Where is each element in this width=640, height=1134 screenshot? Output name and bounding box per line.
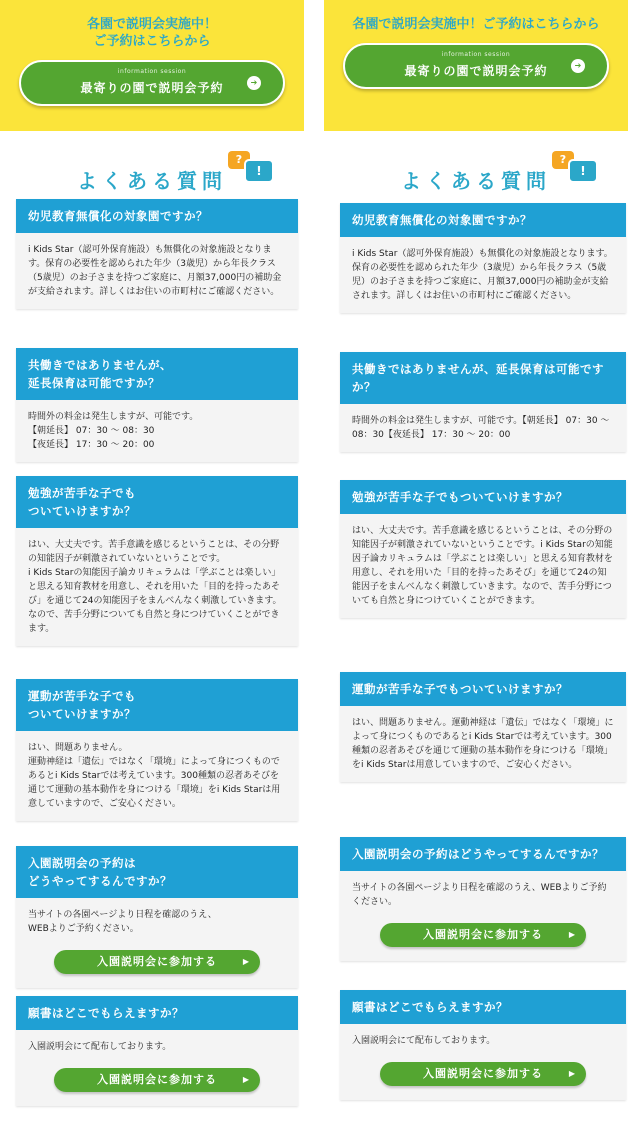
faq-card	[340, 990, 626, 1100]
faq-question: 入園説明会の予約はどうやってするんですか？	[340, 837, 626, 871]
faq-card	[16, 996, 298, 1106]
join-session-button[interactable]	[380, 1062, 586, 1086]
faq-answer: 入園説明会にて配布しております。	[352, 1036, 496, 1046]
question-bubble-icon: ?	[228, 151, 250, 169]
chevron-right-icon: ▶	[568, 930, 576, 939]
join-session-label: 入園説明会に参加する	[423, 928, 543, 941]
speech-bubbles-icon	[550, 151, 606, 191]
cta-subtitle: information session	[117, 68, 187, 75]
join-session-button[interactable]	[380, 923, 586, 947]
faq-title: よくある質問	[77, 169, 227, 193]
exclamation-bubble-icon: !	[568, 159, 598, 183]
faq-question: 勉強が苦手な子でも ついていけますか？	[16, 476, 298, 528]
faq-answer: はい、問題ありません。運動神経は「遺伝」ではなく「環境」によって身につくものであるとi Kids Starでは考えています。300種類の忍者あそびを通じて運動の基本動作を身につける「環境」をi Kids Starは用意していますので、ご安心ください。	[352, 718, 614, 770]
faq-question: 入園説明会の予約は どうやってするんですか？	[16, 846, 298, 898]
faq-question: 幼児教育無償化の対象園ですか？	[16, 199, 298, 233]
exclamation-bubble-icon: !	[244, 159, 274, 183]
faq-answer: はい、問題ありません。 運動神経は「遺伝」ではなく「環境」によって身につくものであるとi Kids Starでは考えています。300種類の忍者あそびを通じて運動の基本動作を身につける「環境」をi Kids Starは用意していますので、ご安心ください。	[28, 743, 281, 809]
faq-answer: 当サイトの各園ページより日程を確認のうえ、WEBよりご予約ください。	[352, 883, 607, 907]
reservation-banner	[324, 0, 628, 131]
faq-answer: i Kids Star（認可外保育施設）も無償化の対象施設となります。保育の必要性を認められた年少（3歳児）から年長クラス（5歳児）のお子さまを持つご家庭に、月額37,000円の補助金が支給されます。詳しくはお住いの市町村にご確認ください。	[352, 249, 613, 301]
chevron-right-icon: ▶	[242, 957, 250, 966]
faq-card	[16, 348, 298, 462]
faq-title: よくある質問	[401, 169, 551, 193]
faq-card	[340, 203, 626, 313]
faq-card	[340, 837, 626, 961]
faq-question: 勉強が苦手な子でもついていけますか？	[340, 480, 626, 514]
faq-answer: 当サイトの各園ページより日程を確認のうえ、 WEBよりご予約ください。	[28, 910, 217, 934]
right-column	[324, 0, 628, 1134]
chevron-right-icon: ▶	[242, 1075, 250, 1084]
faq-card	[16, 846, 298, 988]
faq-card	[16, 476, 298, 646]
arrow-right-icon: ➔	[247, 76, 261, 90]
faq-answer: 時間外の料金は発生しますが、可能です。【朝延長】 07：30 〜 08：30【夜延長】 17：30 〜 20：00	[352, 416, 610, 440]
question-bubble-icon: ?	[552, 151, 574, 169]
banner-text: 各園で説明会実施中！ご予約はこちらから	[352, 17, 600, 32]
join-session-label: 入園説明会に参加する	[97, 955, 217, 968]
faq-question: 願書はどこでもらえますか？	[340, 990, 626, 1024]
faq-card	[16, 679, 298, 821]
reserve-session-button[interactable]	[343, 43, 609, 89]
left-column	[0, 0, 304, 1134]
reserve-session-button[interactable]	[19, 60, 285, 106]
cta-subtitle: information session	[441, 51, 511, 58]
join-session-label: 入園説明会に参加する	[423, 1067, 543, 1080]
chevron-right-icon: ▶	[568, 1069, 576, 1078]
faq-question: 共働きではありませんが、延長保育は可能ですか？	[340, 352, 626, 404]
faq-answer: 入園説明会にて配布しております。	[28, 1042, 172, 1052]
banner-text: 各園で説明会実施中！ ご予約はこちらから	[86, 17, 217, 49]
faq-question: 運動が苦手な子でも ついていけますか？	[16, 679, 298, 731]
faq-question: 運動が苦手な子でもついていけますか？	[340, 672, 626, 706]
faq-question: 願書はどこでもらえますか？	[16, 996, 298, 1030]
faq-card	[340, 672, 626, 782]
join-session-button[interactable]	[54, 950, 260, 974]
faq-card	[16, 199, 298, 309]
join-session-label: 入園説明会に参加する	[97, 1073, 217, 1086]
faq-card	[340, 480, 626, 618]
faq-answer: はい、大丈夫です。苦手意識を感じるということは、その分野の知能因子が刺激されていないということです。 i Kids Starの知能因子論カリキュラムは「学ぶことは楽しい」と思える知育教材を用意し、それを用いた「目的を持ったあそび」を通じて24の知能因子をまんべんなく刺激していきます。 なので、苦手分野についても自然と身につけていくことができます。	[28, 540, 282, 634]
join-session-button[interactable]	[54, 1068, 260, 1092]
faq-answer: はい、大丈夫です。苦手意識を感じるということは、その分野の知能因子が刺激されていないということです。i Kids Starの知能因子論カリキュラムは「学ぶことは楽しい」と思える知育教材を用意し、それを用いた「目的を持ったあそび」を通じて24の知能因子をまんべんなく刺激していきます。なので、苦手分野についても自然と身につけていくことができます。	[352, 526, 613, 606]
faq-answer: 時間外の料金は発生しますが、可能です。 【朝延長】 07：30 〜 08：30 【夜延長】 17：30 〜 20：00	[28, 412, 199, 450]
faq-answer: i Kids Star（認可外保育施設）も無償化の対象施設となります。保育の必要性を認められた年少（3歳児）から年長クラス（5歳児）のお子さまを持つご家庭に、月額37,000円の補助金が支給されます。詳しくはお住いの市町村にご確認ください。	[28, 245, 282, 297]
reservation-banner	[0, 0, 304, 131]
faq-question: 幼児教育無償化の対象園ですか？	[340, 203, 626, 237]
speech-bubbles-icon	[226, 151, 282, 191]
faq-card	[340, 352, 626, 452]
faq-question: 共働きではありませんが、 延長保育は可能ですか？	[16, 348, 298, 400]
cta-label: 最寄りの園で説明会予約	[80, 81, 224, 95]
cta-label: 最寄りの園で説明会予約	[404, 64, 548, 78]
arrow-right-icon: ➔	[571, 59, 585, 73]
